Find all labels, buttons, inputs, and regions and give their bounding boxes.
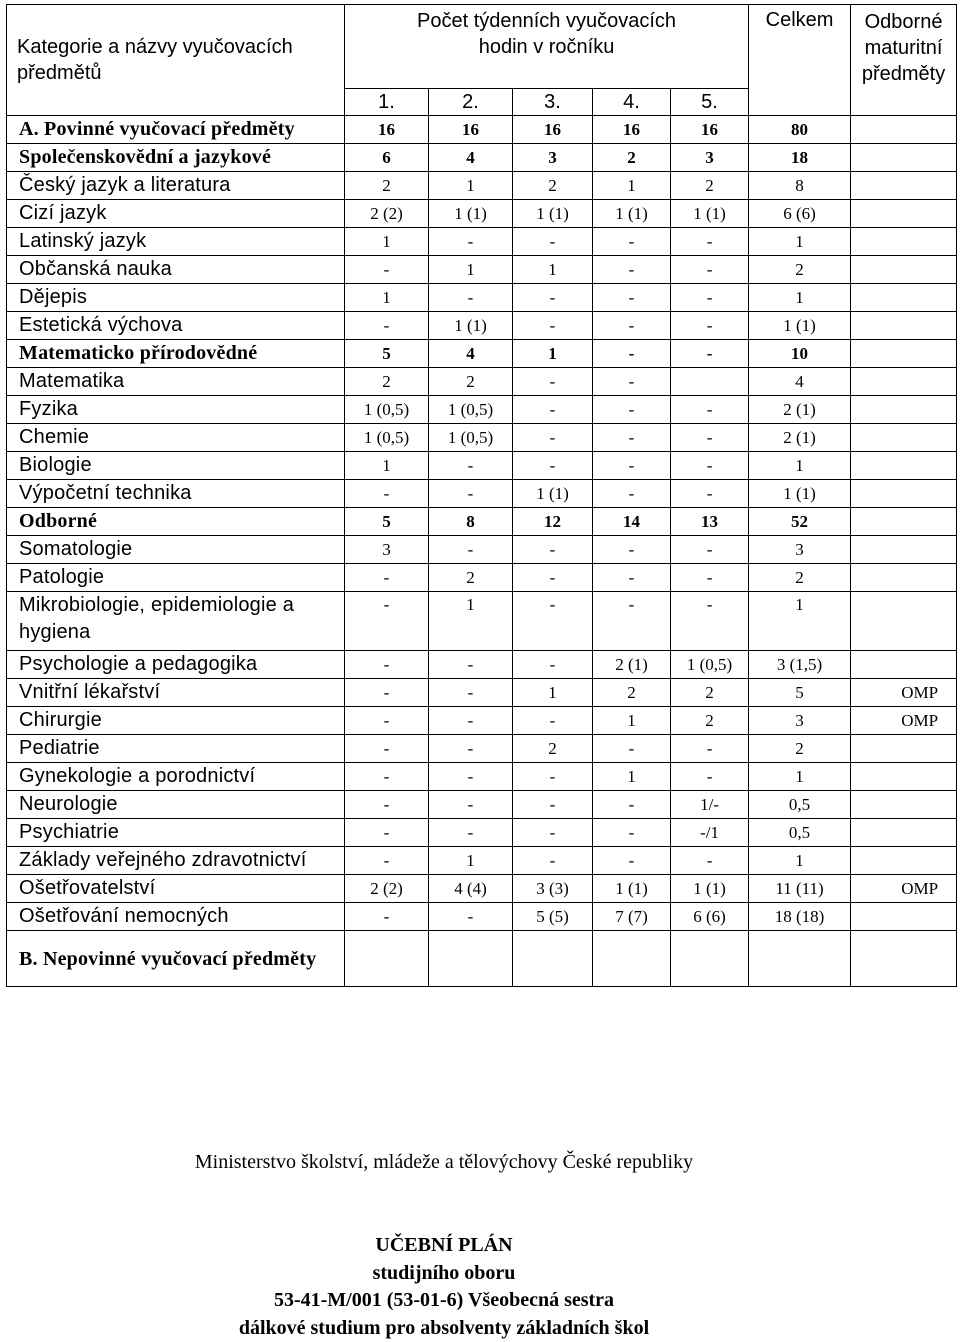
- year-2-hours: -: [429, 903, 513, 931]
- total-hours: [749, 931, 851, 987]
- subject-name: Vnitřní lékařství: [7, 679, 345, 707]
- omp-marker: [851, 508, 957, 536]
- total-hours: 2: [749, 564, 851, 592]
- year-2-hours: -: [429, 536, 513, 564]
- year-4-hours: -: [593, 424, 671, 452]
- year-5-hours: -: [671, 340, 749, 368]
- omp-marker: [851, 340, 957, 368]
- year-3-hours: -: [513, 312, 593, 340]
- omp-marker: [851, 144, 957, 172]
- year-1-hours: -: [345, 564, 429, 592]
- omp-marker: [851, 200, 957, 228]
- subject-name: Matematika: [7, 368, 345, 396]
- year-5-hours: -: [671, 256, 749, 284]
- weekly-hours-header-line2: hodin v ročníku: [345, 34, 748, 60]
- year-2-hours: -: [429, 284, 513, 312]
- year-3-hours: 3 (3): [513, 875, 593, 903]
- year-5-header: 5.: [671, 89, 749, 116]
- total-hours: 1: [749, 452, 851, 480]
- year-5-hours: 2: [671, 679, 749, 707]
- table-row: [7, 284, 957, 312]
- table-row: [7, 508, 957, 536]
- year-3-hours: -: [513, 819, 593, 847]
- year-2-hours: 1: [429, 592, 513, 651]
- subject-name: Základy veřejného zdravotnictví: [7, 847, 345, 875]
- year-5-hours: -: [671, 396, 749, 424]
- year-5-hours: 3: [671, 144, 749, 172]
- year-2-hours: 1: [429, 847, 513, 875]
- subject-name: Ošetřování nemocných: [7, 903, 345, 931]
- year-3-hours: -: [513, 452, 593, 480]
- year-4-hours: 2 (1): [593, 651, 671, 679]
- year-2-hours: -: [429, 480, 513, 508]
- year-5-hours: 1 (1): [671, 200, 749, 228]
- omp-marker: [851, 564, 957, 592]
- subject-name: Chemie: [7, 424, 345, 452]
- subject-name: Cizí jazyk: [7, 200, 345, 228]
- table-row: [7, 564, 957, 592]
- year-3-hours: 5 (5): [513, 903, 593, 931]
- year-3-hours: -: [513, 592, 593, 651]
- omp-marker: [851, 256, 957, 284]
- year-3-hours: -: [513, 707, 593, 735]
- year-4-hours: 1 (1): [593, 200, 671, 228]
- year-4-hours: -: [593, 284, 671, 312]
- year-2-hours: -: [429, 763, 513, 791]
- table-row: [7, 847, 957, 875]
- total-hours: 11 (11): [749, 875, 851, 903]
- year-4-hours: -: [593, 735, 671, 763]
- year-3-hours: 12: [513, 508, 593, 536]
- year-2-hours: 2: [429, 564, 513, 592]
- year-2-hours: 16: [429, 116, 513, 144]
- omp-marker: [851, 116, 957, 144]
- total-hours: 2: [749, 735, 851, 763]
- year-3-hours: 1 (1): [513, 200, 593, 228]
- omp-marker: [851, 536, 957, 564]
- year-5-hours: -: [671, 763, 749, 791]
- year-2-hours: 2: [429, 368, 513, 396]
- table-row: [7, 144, 957, 172]
- year-4-hours: -: [593, 564, 671, 592]
- year-1-hours: 2 (2): [345, 875, 429, 903]
- table-row: [7, 424, 957, 452]
- year-2-hours: 8: [429, 508, 513, 536]
- total-hours: 18 (18): [749, 903, 851, 931]
- year-3-hours: 1: [513, 679, 593, 707]
- omp-marker: [851, 592, 957, 651]
- year-4-hours: -: [593, 819, 671, 847]
- year-4-hours: 2: [593, 679, 671, 707]
- omp-marker: [851, 735, 957, 763]
- total-hours: 8: [749, 172, 851, 200]
- year-2-hours: -: [429, 679, 513, 707]
- year-1-hours: -: [345, 480, 429, 508]
- table-row: [7, 875, 957, 903]
- year-1-hours: 1: [345, 452, 429, 480]
- year-3-hours: -: [513, 424, 593, 452]
- total-hours: 3: [749, 707, 851, 735]
- year-1-hours: 1: [345, 284, 429, 312]
- omp-marker: [851, 284, 957, 312]
- year-4-hours: -: [593, 592, 671, 651]
- table-row: [7, 228, 957, 256]
- year-5-hours: -: [671, 735, 749, 763]
- omp-marker: [851, 931, 957, 987]
- table-row: [7, 396, 957, 424]
- year-3-hours: -: [513, 396, 593, 424]
- omp-marker: OMP: [851, 707, 957, 735]
- document-subtitle: studijního oboru: [0, 1260, 888, 1288]
- year-5-hours: 6 (6): [671, 903, 749, 931]
- total-hours: 10: [749, 340, 851, 368]
- year-2-hours: -: [429, 228, 513, 256]
- year-4-hours: -: [593, 847, 671, 875]
- year-2-hours: [429, 931, 513, 987]
- year-5-hours: -: [671, 424, 749, 452]
- subject-name: Somatologie: [7, 536, 345, 564]
- omp-marker: [851, 819, 957, 847]
- year-2-hours: -: [429, 735, 513, 763]
- year-2-hours: 4 (4): [429, 875, 513, 903]
- table-row: [7, 819, 957, 847]
- year-1-hours: 1 (0,5): [345, 396, 429, 424]
- total-hours: 52: [749, 508, 851, 536]
- subject-name: Český jazyk a literatura: [7, 172, 345, 200]
- year-3-hours: -: [513, 847, 593, 875]
- year-2-hours: 4: [429, 144, 513, 172]
- subject-name: Psychiatrie: [7, 819, 345, 847]
- subject-name: Společenskovědní a jazykové: [7, 144, 345, 172]
- year-4-header: 4.: [593, 89, 671, 116]
- year-1-hours: 3: [345, 536, 429, 564]
- year-5-hours: -: [671, 480, 749, 508]
- year-5-hours: -: [671, 536, 749, 564]
- year-3-hours: 1: [513, 340, 593, 368]
- table-row: [7, 651, 957, 679]
- omp-marker: [851, 368, 957, 396]
- year-4-hours: [593, 931, 671, 987]
- subject-name: Gynekologie a porodnictví: [7, 763, 345, 791]
- year-5-hours: 13: [671, 508, 749, 536]
- year-2-hours: -: [429, 707, 513, 735]
- ministry-name: Ministerstvo školství, mládeže a tělovýchovy České republiky: [0, 1151, 888, 1174]
- total-hours: 1 (1): [749, 312, 851, 340]
- subject-name: Neurologie: [7, 791, 345, 819]
- omp-marker: [851, 903, 957, 931]
- year-2-hours: 1: [429, 172, 513, 200]
- table-row: [7, 452, 957, 480]
- subject-name: Výpočetní technika: [7, 480, 345, 508]
- subject-name: A. Povinné vyučovací předměty: [7, 116, 345, 144]
- year-2-hours: 4: [429, 340, 513, 368]
- subject-name: Biologie: [7, 452, 345, 480]
- year-1-hours: 1 (0,5): [345, 424, 429, 452]
- year-5-hours: -: [671, 452, 749, 480]
- year-3-hours: -: [513, 651, 593, 679]
- total-hours: 4: [749, 368, 851, 396]
- table-row: [7, 200, 957, 228]
- total-hours: 2 (1): [749, 424, 851, 452]
- omp-marker: [851, 791, 957, 819]
- table-row: [7, 763, 957, 791]
- total-hours: 18: [749, 144, 851, 172]
- year-1-hours: 2 (2): [345, 200, 429, 228]
- year-5-hours: -: [671, 592, 749, 651]
- year-1-hours: 2: [345, 172, 429, 200]
- weekly-hours-header: [345, 5, 749, 89]
- year-4-hours: -: [593, 368, 671, 396]
- total-hours: 1: [749, 284, 851, 312]
- year-1-hours: -: [345, 819, 429, 847]
- header-row: [7, 5, 957, 89]
- year-3-hours: -: [513, 368, 593, 396]
- year-5-hours: 1 (1): [671, 875, 749, 903]
- total-hours: 1 (1): [749, 480, 851, 508]
- year-5-hours: [671, 931, 749, 987]
- subject-name: Mikrobiologie, epidemiologie a hygiena: [7, 592, 345, 651]
- omp-marker: [851, 452, 957, 480]
- year-3-hours: 2: [513, 172, 593, 200]
- subject-name: Estetická výchova: [7, 312, 345, 340]
- year-3-hours: -: [513, 228, 593, 256]
- category-header: Kategorie a názvy vyučovacích předmětů: [7, 5, 345, 116]
- year-4-hours: -: [593, 480, 671, 508]
- year-2-hours: 1 (1): [429, 312, 513, 340]
- year-3-hours: 1 (1): [513, 480, 593, 508]
- year-4-hours: 14: [593, 508, 671, 536]
- table-row: [7, 707, 957, 735]
- year-3-hours: 2: [513, 735, 593, 763]
- omp-marker: [851, 651, 957, 679]
- year-5-hours: -/1: [671, 819, 749, 847]
- subject-name: Odborné: [7, 508, 345, 536]
- year-5-hours: -: [671, 284, 749, 312]
- total-hours: 1: [749, 228, 851, 256]
- subject-name: Pediatrie: [7, 735, 345, 763]
- year-4-hours: -: [593, 256, 671, 284]
- year-1-hours: -: [345, 651, 429, 679]
- subject-name: Dějepis: [7, 284, 345, 312]
- subject-name: Patologie: [7, 564, 345, 592]
- omp-marker: [851, 172, 957, 200]
- year-1-hours: 2: [345, 368, 429, 396]
- total-hours: 1: [749, 763, 851, 791]
- year-2-hours: -: [429, 452, 513, 480]
- year-4-hours: -: [593, 340, 671, 368]
- study-form: dálkové studium pro absolventy základních škol: [0, 1315, 888, 1342]
- year-3-hours: -: [513, 564, 593, 592]
- subject-name: Ošetřovatelství: [7, 875, 345, 903]
- subject-name: Chirurgie: [7, 707, 345, 735]
- year-5-hours: 1 (0,5): [671, 651, 749, 679]
- total-hours: 2: [749, 256, 851, 284]
- year-4-hours: 16: [593, 116, 671, 144]
- document-title-block: [0, 1232, 888, 1342]
- table-row: [7, 536, 957, 564]
- year-2-hours: -: [429, 791, 513, 819]
- year-3-hours: -: [513, 763, 593, 791]
- weekly-hours-header-line1: Počet týdenních vyučovacích: [345, 8, 748, 34]
- year-4-hours: -: [593, 791, 671, 819]
- year-2-hours: -: [429, 819, 513, 847]
- total-hours: 0,5: [749, 791, 851, 819]
- subject-name: Občanská nauka: [7, 256, 345, 284]
- year-1-hours: [345, 931, 429, 987]
- year-4-hours: 1: [593, 172, 671, 200]
- year-5-hours: -: [671, 564, 749, 592]
- year-5-hours: 1/-: [671, 791, 749, 819]
- year-4-hours: -: [593, 312, 671, 340]
- total-hours: 6 (6): [749, 200, 851, 228]
- year-4-hours: -: [593, 452, 671, 480]
- subject-name: Matematicko přírodovědné: [7, 340, 345, 368]
- omp-marker: [851, 847, 957, 875]
- year-1-hours: -: [345, 707, 429, 735]
- table-row: [7, 903, 957, 931]
- omp-marker: OMP: [851, 679, 957, 707]
- year-1-hours: 5: [345, 508, 429, 536]
- year-1-hours: -: [345, 847, 429, 875]
- year-4-hours: -: [593, 228, 671, 256]
- subject-name: Psychologie a pedagogika: [7, 651, 345, 679]
- omp-header: Odborné maturitní předměty: [851, 5, 957, 116]
- total-hours: 0,5: [749, 819, 851, 847]
- year-1-hours: 6: [345, 144, 429, 172]
- table-row: [7, 340, 957, 368]
- year-4-hours: -: [593, 396, 671, 424]
- omp-marker: [851, 763, 957, 791]
- year-4-hours: 1: [593, 707, 671, 735]
- year-3-hours: 1: [513, 256, 593, 284]
- table-row: [7, 735, 957, 763]
- year-5-hours: [671, 368, 749, 396]
- omp-marker: OMP: [851, 875, 957, 903]
- year-5-hours: -: [671, 847, 749, 875]
- curriculum-table: [6, 4, 957, 987]
- table-row: [7, 791, 957, 819]
- total-hours: 3: [749, 536, 851, 564]
- year-1-hours: -: [345, 312, 429, 340]
- year-2-hours: 1: [429, 256, 513, 284]
- document-title: UČEBNÍ PLÁN: [0, 1232, 888, 1260]
- year-3-hours: -: [513, 284, 593, 312]
- year-1-hours: -: [345, 791, 429, 819]
- subject-name: Fyzika: [7, 396, 345, 424]
- total-hours: 80: [749, 116, 851, 144]
- year-1-hours: 5: [345, 340, 429, 368]
- total-hours: 1: [749, 592, 851, 651]
- year-2-hours: -: [429, 651, 513, 679]
- subject-name: Latinský jazyk: [7, 228, 345, 256]
- table-row: [7, 312, 957, 340]
- year-4-hours: 7 (7): [593, 903, 671, 931]
- year-3-hours: -: [513, 536, 593, 564]
- total-hours: 2 (1): [749, 396, 851, 424]
- year-2-hours: 1 (0,5): [429, 396, 513, 424]
- table-row: [7, 592, 957, 651]
- year-1-hours: -: [345, 256, 429, 284]
- year-2-hours: 1 (1): [429, 200, 513, 228]
- omp-marker: [851, 480, 957, 508]
- year-1-hours: -: [345, 735, 429, 763]
- table-row: [7, 480, 957, 508]
- omp-marker: [851, 228, 957, 256]
- subject-name: B. Nepovinné vyučovací předměty: [7, 931, 345, 987]
- year-2-header: 2.: [429, 89, 513, 116]
- table-row: [7, 256, 957, 284]
- year-4-hours: 2: [593, 144, 671, 172]
- year-1-hours: -: [345, 763, 429, 791]
- study-programme-code: 53-41-M/001 (53-01-6) Všeobecná sestra: [0, 1287, 888, 1315]
- year-1-hours: 1: [345, 228, 429, 256]
- year-4-hours: 1 (1): [593, 875, 671, 903]
- total-hours: 3 (1,5): [749, 651, 851, 679]
- total-hours: 1: [749, 847, 851, 875]
- total-header: Celkem: [749, 5, 851, 116]
- year-3-hours: -: [513, 791, 593, 819]
- year-1-hours: -: [345, 903, 429, 931]
- omp-marker: [851, 312, 957, 340]
- table-row: [7, 172, 957, 200]
- year-1-hours: -: [345, 592, 429, 651]
- omp-marker: [851, 424, 957, 452]
- year-1-hours: 16: [345, 116, 429, 144]
- year-2-hours: 1 (0,5): [429, 424, 513, 452]
- year-3-hours: [513, 931, 593, 987]
- year-5-hours: 2: [671, 707, 749, 735]
- year-5-hours: 2: [671, 172, 749, 200]
- year-5-hours: -: [671, 228, 749, 256]
- year-1-header: 1.: [345, 89, 429, 116]
- total-hours: 5: [749, 679, 851, 707]
- table-row: [7, 931, 957, 987]
- year-5-hours: 16: [671, 116, 749, 144]
- year-4-hours: -: [593, 536, 671, 564]
- table-row: [7, 679, 957, 707]
- year-1-hours: -: [345, 679, 429, 707]
- year-3-hours: 16: [513, 116, 593, 144]
- year-5-hours: -: [671, 312, 749, 340]
- table-row: [7, 368, 957, 396]
- year-4-hours: 1: [593, 763, 671, 791]
- omp-marker: [851, 396, 957, 424]
- year-3-header: 3.: [513, 89, 593, 116]
- table-row: [7, 116, 957, 144]
- year-3-hours: 3: [513, 144, 593, 172]
